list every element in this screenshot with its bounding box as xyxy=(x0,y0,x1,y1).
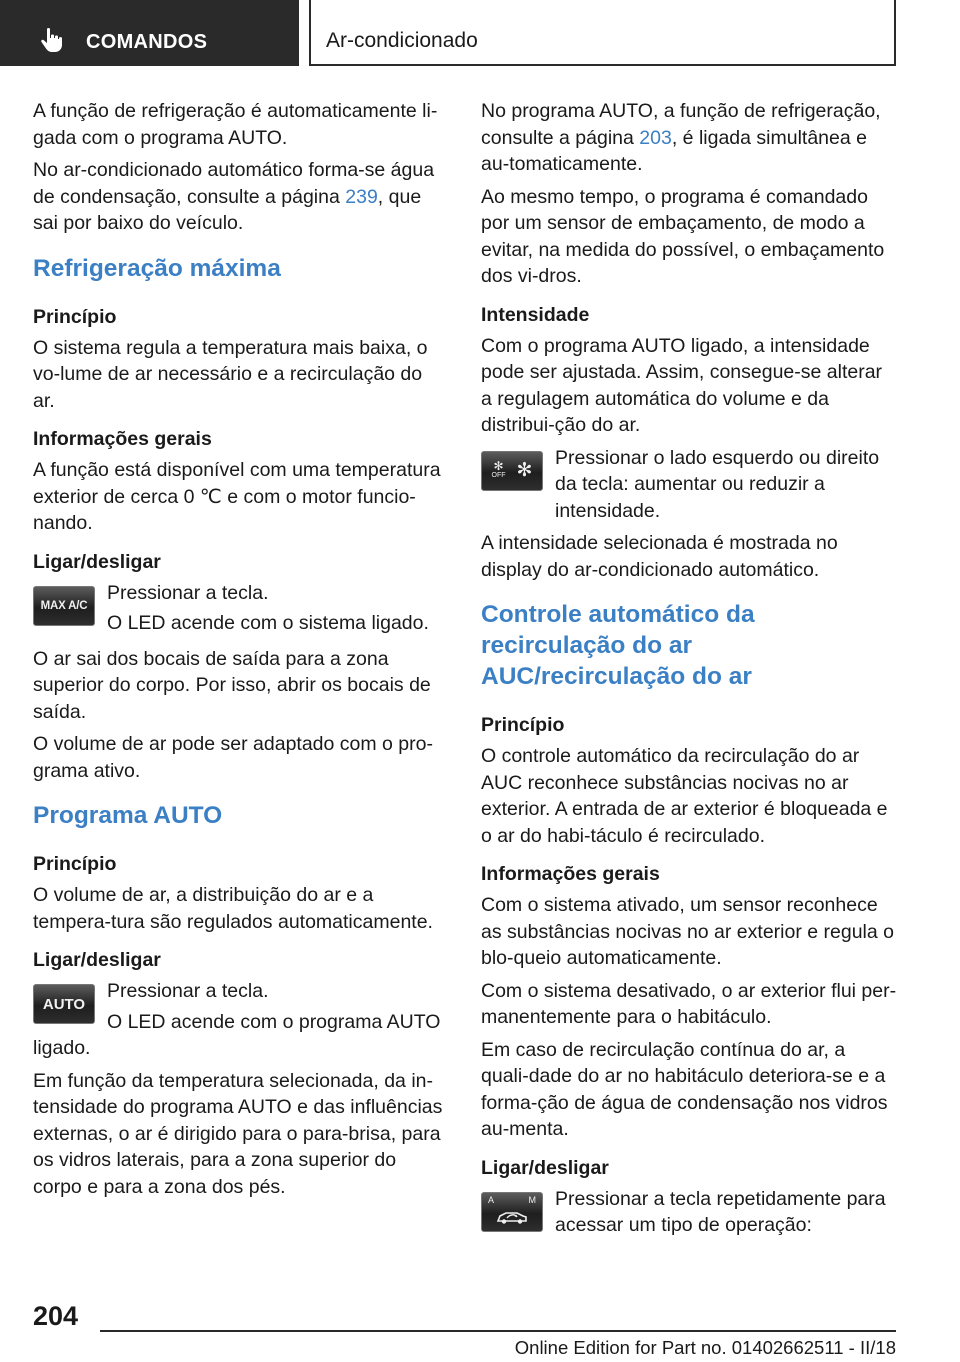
recirculation-button-image xyxy=(481,1192,543,1232)
paragraph: O volume de ar, a distribuição do ar e a tempera-tura são regulados automaticamente. xyxy=(33,884,433,933)
heading-controle-recirculacao: Controle automático da recirculação do ar AUC/recirculação do ar xyxy=(481,601,755,690)
paragraph: Com o programa AUTO ligado, a intensidade pode ser ajustada. Assim, consegue-se alterar a regulagem automática do volume e da distribui-ção do ar. xyxy=(481,334,883,436)
section-tab xyxy=(0,0,299,66)
maxac-instruction xyxy=(33,580,446,640)
auto-mode-letter: A xyxy=(488,1194,495,1205)
paragraph: Com o sistema desativado, o ar exterior flui per-manentemente para o habitáculo. xyxy=(481,979,897,1028)
paragraph: Em função da temperatura selecionada, da in-tensidade do programa AUTO e das influências externas, o ar é dirigido para o para-brisa, para os vidros laterais, para a zona superior do corpo e para a zona dos pés. xyxy=(33,1069,443,1198)
instruction-line: Pressionar a tecla. xyxy=(107,581,269,604)
text-span: , que sai por baixo do veículo. xyxy=(33,185,422,234)
page-link-203[interactable]: 203 xyxy=(639,126,672,149)
fan-small-icon: ✻ xyxy=(493,458,504,473)
subheading-intensidade: Intensidade xyxy=(481,303,590,326)
paragraph: Com o sistema ativado, um sensor reconhece as substâncias nocivas no ar exterior e regula o blo-queio automaticamente. xyxy=(481,894,894,969)
subheading-ligar-desligar: Ligar/desligar xyxy=(481,1156,609,1179)
fan-small-group xyxy=(491,458,506,480)
subheading-ligar-desligar: Ligar/desligar xyxy=(33,949,161,971)
fan-large-icon: ✻ xyxy=(516,460,533,481)
paragraph: Ao mesmo tempo, o programa é comandado por um sensor de embaçamento, de modo a evitar, na medida do possível, o embaçamento dos vi-dros. xyxy=(481,185,885,287)
subheading-informacoes-gerais: Informações gerais xyxy=(481,863,660,885)
car-recirculation-icon xyxy=(494,1206,530,1226)
paragraph: O volume de ar pode ser adaptado com o pro-grama ativo. xyxy=(33,733,433,782)
subheading-principio: Princípio xyxy=(33,853,117,875)
off-label: OFF xyxy=(491,471,506,479)
paragraph: A função está disponível com uma temperatura exterior de cerca 0 ℃ e com o motor funcio-nando. xyxy=(33,459,441,534)
subheading-ligar-desligar: Ligar/desligar xyxy=(33,550,161,573)
page-number: 204 xyxy=(33,1301,79,1331)
subheading-informacoes-gerais: Informações gerais xyxy=(33,428,212,450)
auto-instruction xyxy=(33,978,446,1062)
fan-button-image xyxy=(481,451,543,491)
paragraph xyxy=(481,98,897,178)
instruction-line: Pressionar o lado esquerdo ou direito da tecla: aumentar ou reduzir a intensidade. xyxy=(555,446,880,522)
max-ac-button-image: MAX A/C xyxy=(33,586,95,626)
text-span: , é ligada simultânea e au-tomaticamente. xyxy=(481,126,867,175)
paragraph: O ar sai dos bocais de saída para a zona superior do corpo. Por isso, abrir os bocais de saída. xyxy=(33,647,431,723)
instruction-line: O LED acende com o sistema ligado. xyxy=(107,612,429,634)
right-column xyxy=(481,98,897,1252)
fan-instruction xyxy=(481,445,897,525)
chapter-tab xyxy=(311,0,896,66)
paragraph xyxy=(33,157,446,237)
auto-button-image: AUTO xyxy=(33,984,95,1024)
footer-divider xyxy=(100,1330,896,1332)
paragraph: O sistema regula a temperatura mais baixa, o vo-lume de ar necessário e a recirculação do ar. xyxy=(33,336,428,412)
instruction-line: Pressionar a tecla repetidamente para acessar um tipo de operação: xyxy=(555,1187,886,1236)
chapter-title: Ar-condicionado xyxy=(326,29,478,52)
instruction-line: Pressionar a tecla. xyxy=(107,980,269,1002)
heading-refrigeracao-maxima: Refrigeração máxima xyxy=(33,254,281,282)
subheading-principio: Princípio xyxy=(33,305,117,328)
paragraph: A intensidade selecionada é mostrada no display do ar-condicionado automático. xyxy=(481,532,838,581)
section-label: COMANDOS xyxy=(86,31,208,53)
text-span: No programa AUTO, a função de refrigeração, consulte a página xyxy=(481,100,881,149)
heading-programa-auto: Programa AUTO xyxy=(33,802,223,829)
manual-mode-letter: M xyxy=(528,1194,536,1205)
edition-note: Online Edition for Part no. 01402662511 - II/18 xyxy=(514,1337,896,1358)
page-link-239[interactable]: 239 xyxy=(345,185,378,208)
text-span: No ar-condicionado automático forma-se água de condensação, consulte a página xyxy=(33,159,435,208)
subheading-principio: Princípio xyxy=(481,714,565,736)
hand-pointer-icon xyxy=(38,26,66,54)
page-header xyxy=(0,0,960,66)
paragraph: A função de refrigeração é automaticamente li-gada com o programa AUTO. xyxy=(33,100,438,149)
paragraph: O controle automático da recirculação do ar AUC reconhece substâncias nocivas no ar exterior. A entrada de ar exterior é bloqueada e o ar do habi-táculo é recirculado. xyxy=(481,745,888,847)
instruction-line: O LED acende com o programa AUTO ligado. xyxy=(33,1010,441,1059)
left-column xyxy=(33,98,446,1206)
recirculation-instruction xyxy=(481,1186,897,1246)
paragraph: Em caso de recirculação contínua do ar, a quali-dade do ar no habitáculo deteriora-se e a forma-ção de água de condensação nos vidros au-menta. xyxy=(481,1038,888,1140)
